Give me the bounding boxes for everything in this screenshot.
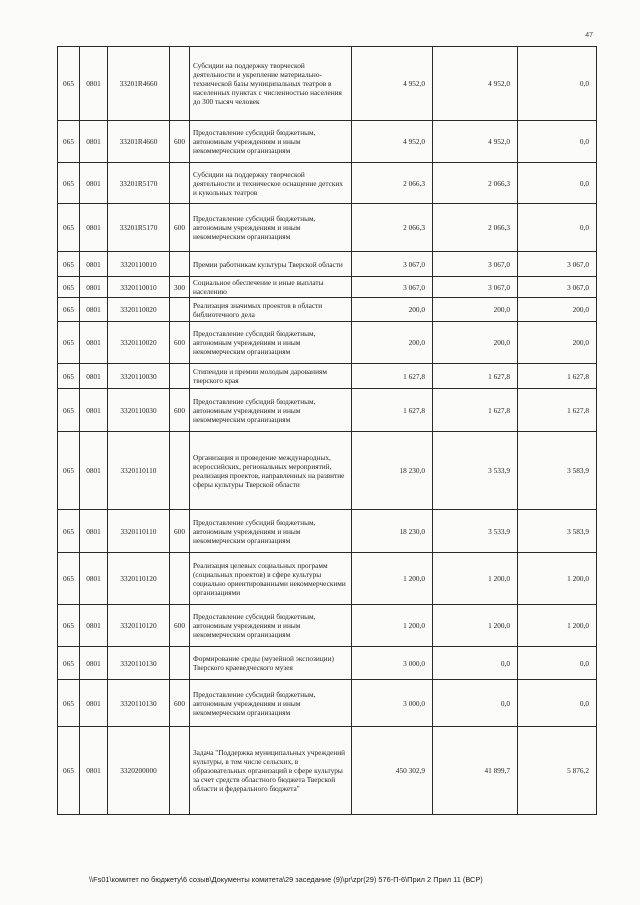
table-row — [58, 510, 597, 553]
cell-cs: 3320110010 — [108, 252, 170, 277]
cell-cs: 3320110030 — [108, 364, 170, 389]
cell-value-3: 0,0 — [518, 647, 597, 680]
cell-value-2: 2 066,3 — [433, 163, 518, 204]
cell-value-2: 3 533,9 — [433, 432, 518, 510]
cell-cs: 3320110130 — [108, 680, 170, 727]
cell-vr — [170, 163, 190, 204]
cell-value-1: 2 066,3 — [352, 163, 433, 204]
cell-cs: 3320110030 — [108, 389, 170, 432]
table-row — [58, 389, 597, 432]
cell-vr: 600 — [170, 121, 190, 163]
cell-rz: 0801 — [80, 47, 108, 121]
cell-rz: 0801 — [80, 389, 108, 432]
cell-value-2: 1 627,8 — [433, 364, 518, 389]
cell-value-1: 200,0 — [352, 298, 433, 322]
cell-gr: 065 — [58, 432, 80, 510]
cell-value-3: 200,0 — [518, 322, 597, 364]
cell-gr: 065 — [58, 389, 80, 432]
cell-value-3: 3 067,0 — [518, 277, 597, 298]
cell-value-1: 3 000,0 — [352, 680, 433, 727]
cell-rz: 0801 — [80, 163, 108, 204]
cell-value-1: 3 000,0 — [352, 647, 433, 680]
cell-value-3: 1 627,8 — [518, 389, 597, 432]
cell-gr: 065 — [58, 298, 80, 322]
cell-name: Реализация значимых проектов в области библиотечного дела — [190, 298, 352, 322]
table-row — [58, 322, 597, 364]
cell-gr: 065 — [58, 322, 80, 364]
page-number: 47 — [585, 32, 593, 39]
cell-name: Субсидии на поддержку творческой деятельности и укрепление материально-технической базы муниципальных театров в населенных пунктах с численностью населения до 300 тысяч человек — [190, 47, 352, 121]
cell-gr: 065 — [58, 163, 80, 204]
cell-vr — [170, 432, 190, 510]
cell-value-2: 0,0 — [433, 680, 518, 727]
cell-value-3: 1 627,8 — [518, 364, 597, 389]
cell-value-2: 1 627,8 — [433, 389, 518, 432]
cell-name: Предоставление субсидий бюджетным, автономным учреждениям и иным некоммерческим организациям — [190, 322, 352, 364]
cell-value-1: 1 200,0 — [352, 605, 433, 647]
cell-value-1: 3 067,0 — [352, 277, 433, 298]
cell-gr: 065 — [58, 121, 80, 163]
cell-value-2: 200,0 — [433, 298, 518, 322]
cell-vr — [170, 727, 190, 815]
cell-name: Субсидии на поддержку творческой деятельности и техническое оснащение детских и кукольных театров — [190, 163, 352, 204]
cell-cs: 3320110020 — [108, 322, 170, 364]
table-row — [58, 47, 597, 121]
cell-value-1: 18 230,0 — [352, 432, 433, 510]
cell-rz: 0801 — [80, 298, 108, 322]
cell-vr — [170, 252, 190, 277]
cell-rz: 0801 — [80, 510, 108, 553]
table-row — [58, 727, 597, 815]
cell-value-3: 3 583,9 — [518, 432, 597, 510]
cell-vr: 300 — [170, 277, 190, 298]
cell-value-2: 41 899,7 — [433, 727, 518, 815]
cell-rz: 0801 — [80, 680, 108, 727]
cell-name: Организация и проведение международных, всероссийских, региональных мероприятий, реализация проектов, направленных на развитие сферы культуры Тверской области — [190, 432, 352, 510]
cell-vr — [170, 364, 190, 389]
cell-rz: 0801 — [80, 432, 108, 510]
cell-value-2: 3 067,0 — [433, 277, 518, 298]
cell-cs: 33201R4660 — [108, 47, 170, 121]
cell-value-3: 0,0 — [518, 121, 597, 163]
cell-name: Реализация целевых социальных программ (социальных проектов) в сфере культуры социально ориентированными некоммерческими организациями — [190, 553, 352, 605]
cell-cs: 3320110110 — [108, 510, 170, 553]
cell-rz: 0801 — [80, 605, 108, 647]
cell-name: Предоставление субсидий бюджетным, автономным учреждениям и иным некоммерческим организациям — [190, 680, 352, 727]
cell-gr: 065 — [58, 277, 80, 298]
cell-value-1: 1 627,8 — [352, 389, 433, 432]
cell-value-1: 1 627,8 — [352, 364, 433, 389]
cell-rz: 0801 — [80, 252, 108, 277]
cell-value-3: 0,0 — [518, 163, 597, 204]
cell-name: Формирование среды (музейной экспозиции) Тверского краеведческого музея — [190, 647, 352, 680]
cell-cs: 3320110010 — [108, 277, 170, 298]
table-row — [58, 121, 597, 163]
table-row — [58, 364, 597, 389]
cell-value-2: 3 533,9 — [433, 510, 518, 553]
cell-gr: 065 — [58, 647, 80, 680]
cell-cs: 33201R4660 — [108, 121, 170, 163]
table-row — [58, 553, 597, 605]
table-row — [58, 680, 597, 727]
cell-value-1: 4 952,0 — [352, 121, 433, 163]
cell-gr: 065 — [58, 727, 80, 815]
cell-value-3: 1 200,0 — [518, 605, 597, 647]
cell-vr — [170, 647, 190, 680]
cell-rz: 0801 — [80, 727, 108, 815]
cell-rz: 0801 — [80, 121, 108, 163]
cell-gr: 065 — [58, 364, 80, 389]
cell-rz: 0801 — [80, 204, 108, 252]
table-body — [58, 47, 597, 815]
cell-value-3: 1 200,0 — [518, 553, 597, 605]
cell-gr: 065 — [58, 605, 80, 647]
cell-vr: 600 — [170, 389, 190, 432]
cell-name: Предоставление субсидий бюджетным, автономным учреждениям и иным некоммерческим организациям — [190, 121, 352, 163]
cell-name: Предоставление субсидий бюджетным, автономным учреждениям и иным некоммерческим организациям — [190, 510, 352, 553]
cell-cs: 3320110130 — [108, 647, 170, 680]
table-row — [58, 605, 597, 647]
cell-name: Предоставление субсидий бюджетным, автономным учреждениям и иным некоммерческим организациям — [190, 605, 352, 647]
cell-value-3: 5 876,2 — [518, 727, 597, 815]
cell-gr: 065 — [58, 204, 80, 252]
footer-file-path: \\Fs01\комитет по бюджету\6 созыв\Документы комитета\29 заседание (9)\pr\zpr(29) 576-П-6\Прил 2 Прил 11 (ВСР) — [89, 875, 483, 884]
cell-value-2: 0,0 — [433, 647, 518, 680]
table-row — [58, 252, 597, 277]
cell-gr: 065 — [58, 47, 80, 121]
cell-vr — [170, 298, 190, 322]
cell-name: Социальное обеспечение и иные выплаты населению — [190, 277, 352, 298]
cell-value-1: 18 230,0 — [352, 510, 433, 553]
cell-rz: 0801 — [80, 553, 108, 605]
cell-value-1: 200,0 — [352, 322, 433, 364]
cell-vr: 600 — [170, 322, 190, 364]
cell-cs: 33201R5170 — [108, 204, 170, 252]
table-row — [58, 647, 597, 680]
cell-value-3: 0,0 — [518, 47, 597, 121]
cell-vr: 600 — [170, 680, 190, 727]
table-row — [58, 432, 597, 510]
cell-cs: 33201R5170 — [108, 163, 170, 204]
cell-value-2: 3 067,0 — [433, 252, 518, 277]
cell-cs: 3320110020 — [108, 298, 170, 322]
cell-value-2: 1 200,0 — [433, 605, 518, 647]
table-row — [58, 277, 597, 298]
cell-rz: 0801 — [80, 322, 108, 364]
cell-value-3: 0,0 — [518, 680, 597, 727]
cell-gr: 065 — [58, 680, 80, 727]
cell-value-3: 3 067,0 — [518, 252, 597, 277]
cell-gr: 065 — [58, 252, 80, 277]
cell-vr — [170, 47, 190, 121]
cell-rz: 0801 — [80, 277, 108, 298]
cell-rz: 0801 — [80, 364, 108, 389]
cell-name: Стипендии и премии молодым дарованиям тверского края — [190, 364, 352, 389]
cell-name: Предоставление субсидий бюджетным, автономным учреждениям и иным некоммерческим организациям — [190, 389, 352, 432]
cell-gr: 065 — [58, 510, 80, 553]
cell-name: Предоставление субсидий бюджетным, автономным учреждениям и иным некоммерческим организациям — [190, 204, 352, 252]
table-row — [58, 204, 597, 252]
cell-name: Премии работникам культуры Тверской области — [190, 252, 352, 277]
cell-value-2: 4 952,0 — [433, 121, 518, 163]
cell-value-1: 3 067,0 — [352, 252, 433, 277]
cell-vr: 600 — [170, 510, 190, 553]
table-row — [58, 298, 597, 322]
cell-value-3: 200,0 — [518, 298, 597, 322]
cell-cs: 3320110110 — [108, 432, 170, 510]
cell-value-1: 2 066,3 — [352, 204, 433, 252]
cell-value-3: 0,0 — [518, 204, 597, 252]
budget-table — [57, 46, 597, 815]
cell-vr — [170, 553, 190, 605]
cell-cs: 3320110120 — [108, 553, 170, 605]
cell-value-2: 200,0 — [433, 322, 518, 364]
cell-value-1: 4 952,0 — [352, 47, 433, 121]
cell-value-1: 1 200,0 — [352, 553, 433, 605]
cell-value-2: 2 066,3 — [433, 204, 518, 252]
cell-vr: 600 — [170, 204, 190, 252]
cell-gr: 065 — [58, 553, 80, 605]
cell-value-2: 1 200,0 — [433, 553, 518, 605]
table-row — [58, 163, 597, 204]
cell-rz: 0801 — [80, 647, 108, 680]
cell-value-1: 450 302,9 — [352, 727, 433, 815]
cell-cs: 3320200000 — [108, 727, 170, 815]
cell-value-3: 3 583,9 — [518, 510, 597, 553]
cell-name: Задача "Поддержка муниципальных учреждений культуры, в том числе сельских, в образовательных организаций в сфере культуры за счет средств областного бюджета Тверской области и федерального бюджета" — [190, 727, 352, 815]
cell-cs: 3320110120 — [108, 605, 170, 647]
cell-vr: 600 — [170, 605, 190, 647]
cell-value-2: 4 952,0 — [433, 47, 518, 121]
